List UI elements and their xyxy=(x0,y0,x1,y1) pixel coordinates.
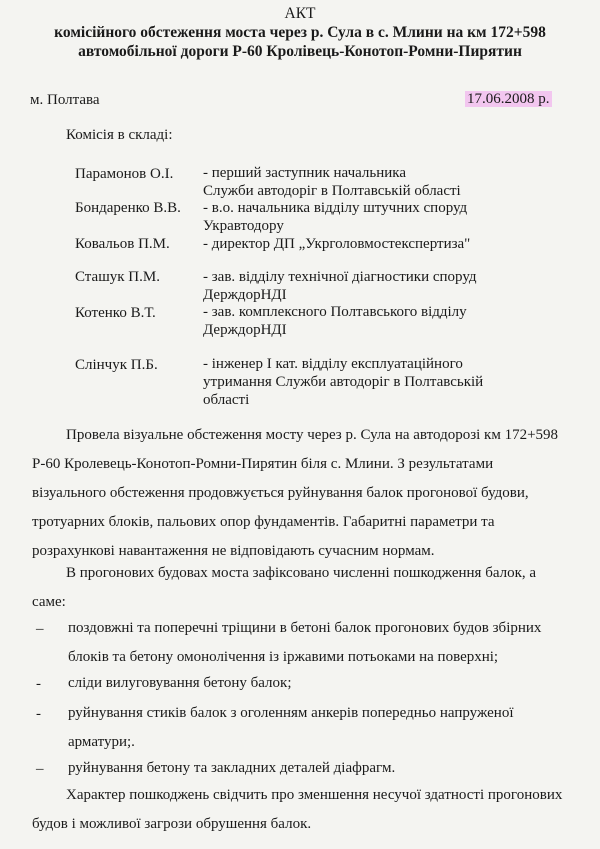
member-role-line: - в.о. начальника відділу штучних споруд xyxy=(203,200,468,216)
bullet-dash: - xyxy=(36,706,41,722)
member-role xyxy=(203,303,467,339)
member-role xyxy=(203,235,470,253)
member-role xyxy=(203,199,467,235)
doc-subtitle-line1: комісійного обстеження моста через р. Сула в с. Млини на км 172+598 xyxy=(54,24,546,41)
member-role-line: ДерждорНДІ xyxy=(203,287,287,303)
bullet-line: блоків та бетону омонолічення із іржавими потьоками на поверхні; xyxy=(68,649,499,665)
bullet-line: руйнування стиків балок з оголенням анкерів попередньо напруженої xyxy=(68,705,514,721)
member-role-line: Укравтодору xyxy=(203,218,284,234)
bullet-line: сліди вилуговування бетону балок; xyxy=(68,675,292,691)
doc-date xyxy=(465,91,552,108)
bullet-line: арматури;. xyxy=(68,734,135,750)
member-name: Ковальов П.М. xyxy=(75,236,170,252)
member-role-line: - інженер І кат. відділу експлуатаційного xyxy=(203,356,463,372)
bullet-item xyxy=(68,614,541,672)
doc-date-text: 17.06.2008 р. xyxy=(467,91,550,107)
paragraph-line: саме: xyxy=(32,594,66,610)
paragraph-damage-intro xyxy=(32,559,536,617)
member-role-line: - перший заступник начальника xyxy=(203,165,407,181)
bullet-item xyxy=(68,669,292,698)
doc-subtitle-line2: автомобільної дороги Р-60 Кролівець-Конотоп-Ромни-Пирятин xyxy=(78,43,522,60)
bullet-dash: – xyxy=(36,761,44,777)
member-role-line: ДерждорНДІ xyxy=(203,322,287,338)
member-role xyxy=(203,268,477,304)
bullet-line: поздовжні та поперечні тріщини в бетоні балок прогонових будов збірних xyxy=(68,620,542,636)
member-role-line: - зав. відділу технічної діагностики споруд xyxy=(203,269,477,285)
paragraph-line: будов і можливої загрози обрушення балок. xyxy=(32,816,312,832)
paragraph-findings xyxy=(32,421,558,566)
bullet-dash: – xyxy=(36,621,44,637)
bullet-item xyxy=(68,699,514,757)
member-role xyxy=(203,355,483,409)
doc-title: АКТ xyxy=(284,5,316,22)
paragraph-line: Р-60 Кролевець-Конотоп-Ромни-Пирятин біля с. Млини. З результатами xyxy=(32,456,494,472)
paragraph-line: розрахункові навантаження не відповідають сучасним нормам. xyxy=(32,543,435,559)
bullet-line: руйнування бетону та закладних деталей діафрагм. xyxy=(68,760,396,776)
member-role xyxy=(203,164,461,200)
commission-heading: Комісія в складі: xyxy=(66,127,173,143)
member-role-line: області xyxy=(203,392,250,408)
paragraph-line: Характер пошкоджень свідчить про зменшення несучої здатності прогонових xyxy=(66,787,563,803)
member-name: Парамонов О.І. xyxy=(75,166,174,182)
member-name: Сташук П.М. xyxy=(75,269,160,285)
member-name: Котенко В.Т. xyxy=(75,305,156,321)
paragraph-line: В прогонових будовах моста зафіксовано численні пошкодження балок, а xyxy=(66,565,537,581)
member-name: Слінчук П.Б. xyxy=(75,357,158,373)
member-role-line: утримання Служби автодоріг в Полтавській xyxy=(203,374,484,390)
doc-city: м. Полтава xyxy=(30,92,100,108)
bullet-item xyxy=(68,754,395,783)
member-name: Бондаренко В.В. xyxy=(75,200,181,216)
member-role-line: - зав. комплексного Полтавського відділу xyxy=(203,304,467,320)
paragraph-conclusion xyxy=(32,781,562,839)
bullet-dash: - xyxy=(36,676,41,692)
member-role-line: - директор ДП „Укрголовмостекспертиза" xyxy=(203,236,471,252)
paragraph-line: візуального обстеження продовжується руйнування балок прогонової будови, xyxy=(32,485,529,501)
member-role-line: Служби автодоріг в Полтавській області xyxy=(203,183,461,199)
paragraph-line: Провела візуальне обстеження мосту через р. Сула на автодорозі км 172+598 xyxy=(66,427,559,443)
paragraph-line: тротуарних блоків, пальових опор фундаментів. Габаритні параметри та xyxy=(32,514,495,530)
